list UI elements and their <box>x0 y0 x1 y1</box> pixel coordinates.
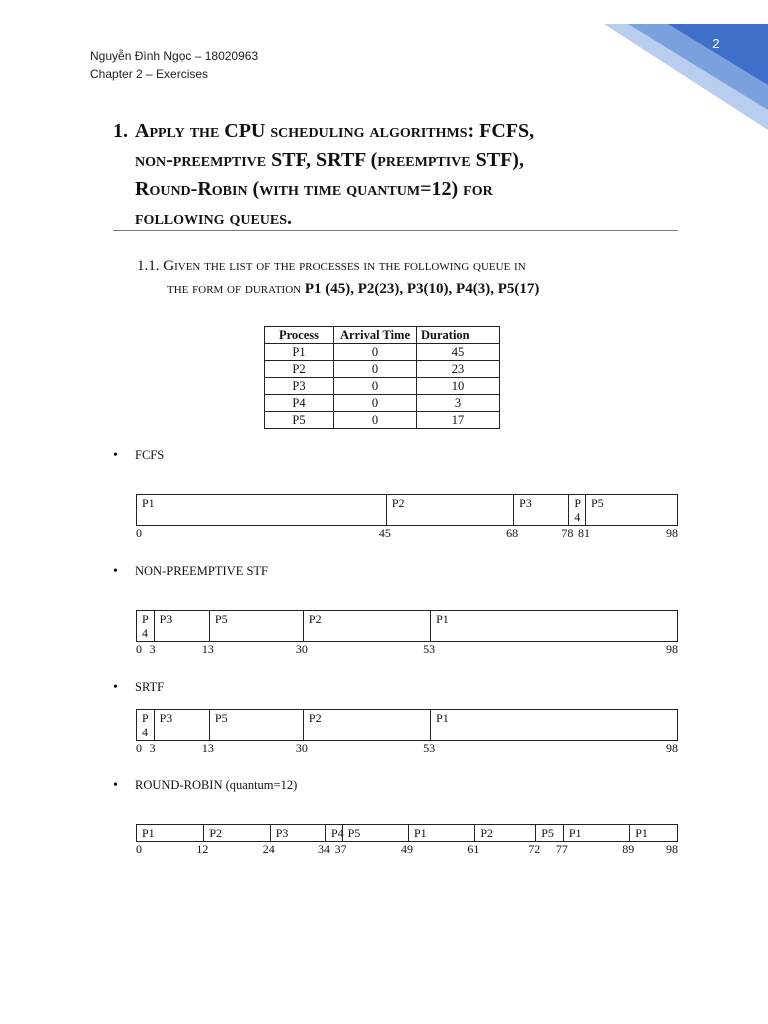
gantt-block: P5 <box>342 825 408 841</box>
table-cell: P5 <box>265 412 334 429</box>
gantt-tick-label: 89 <box>622 842 635 856</box>
gantt-time-axis <box>136 741 678 755</box>
gantt-block: P2 <box>303 611 430 641</box>
process-table <box>264 326 500 429</box>
gantt-tick-label: 0 <box>136 642 142 656</box>
gantt-block: P 4 <box>568 495 585 525</box>
gantt-block: P1 <box>563 825 629 841</box>
heading-line-2: non-preemptive STF, SRTF (preemptive STF), <box>135 149 524 171</box>
table-cell: 45 <box>417 344 500 361</box>
column-header: Arrival Time <box>334 327 417 344</box>
gantt-tick-label: 78 <box>561 526 574 540</box>
gantt-tick-label: 53 <box>423 741 436 755</box>
table-cell: 0 <box>334 344 417 361</box>
gantt-block: P5 <box>209 611 303 641</box>
gantt-block: P5 <box>535 825 563 841</box>
bullet-icon: • <box>113 680 118 695</box>
gantt-time-axis <box>136 842 678 856</box>
gantt-block: P2 <box>303 710 430 740</box>
gantt-block: P 4 <box>142 612 149 640</box>
gantt-block: P3 <box>513 495 568 525</box>
gantt-tick-label: 0 <box>136 842 142 856</box>
bullet-icon: • <box>113 564 118 579</box>
gantt-block: P3 <box>154 611 209 641</box>
gantt-tick-label: 12 <box>196 842 209 856</box>
bullet-icon: • <box>113 778 118 793</box>
table-cell: 10 <box>417 378 500 395</box>
gantt-tick-label: 13 <box>201 642 214 656</box>
gantt-tick-label: 81 <box>577 526 590 540</box>
subheading-line-1: Given the list of the processes in the following queue in <box>163 258 526 274</box>
gantt-block: P3 <box>154 710 209 740</box>
table-row <box>265 395 500 412</box>
table-cell: 0 <box>334 361 417 378</box>
table-cell: P1 <box>265 344 334 361</box>
table-cell: 23 <box>417 361 500 378</box>
gantt-time-axis <box>136 642 678 656</box>
gantt-bar <box>136 709 678 741</box>
table-cell: 3 <box>417 395 500 412</box>
schedule-label: • NON-PREEMPTIVE STF <box>113 564 268 579</box>
gantt-block: P1 <box>430 611 679 641</box>
gantt-chart <box>136 610 678 656</box>
table-cell: P2 <box>265 361 334 378</box>
gantt-tick-label: 98 <box>666 642 678 656</box>
column-header: Duration <box>417 327 500 344</box>
gantt-block: P3 <box>270 825 325 841</box>
gantt-tick-label: 98 <box>666 842 678 856</box>
gantt-block: P 4 <box>142 711 149 739</box>
heading-line-1: 1. Apply the CPU scheduling algorithms: FCFS, <box>113 117 673 146</box>
gantt-tick-label: 68 <box>506 526 519 540</box>
table-cell: P4 <box>265 395 334 412</box>
heading-line-4: following queues. <box>135 207 293 229</box>
gantt-tick-label: 45 <box>378 526 391 540</box>
chapter-line: Chapter 2 – Exercises <box>90 67 209 81</box>
section-heading <box>113 117 673 233</box>
document-header <box>90 47 258 83</box>
schedule-label: • FCFS <box>113 448 165 463</box>
gantt-tick-label: 13 <box>201 741 214 755</box>
gantt-time-axis <box>136 526 678 540</box>
gantt-tick-label: 77 <box>555 842 568 856</box>
gantt-block: P2 <box>386 495 513 525</box>
subheading-line-2: the form of duration P1 (45), P2(23), P3(10), P4(3), P5(17) <box>167 281 540 297</box>
table-row <box>265 361 500 378</box>
table-cell: 0 <box>334 395 417 412</box>
column-header: Process <box>265 327 334 344</box>
gantt-tick-label: 3 <box>149 741 156 755</box>
gantt-chart <box>136 824 678 856</box>
gantt-block: P2 <box>474 825 535 841</box>
table-cell: 17 <box>417 412 500 429</box>
table-cell: P3 <box>265 378 334 395</box>
table-row <box>265 378 500 395</box>
gantt-bar <box>136 824 678 842</box>
gantt-block: P1 <box>142 826 155 840</box>
gantt-block: P2 <box>203 825 269 841</box>
gantt-bar <box>136 494 678 526</box>
gantt-tick-label: 98 <box>666 526 678 540</box>
gantt-tick-label: 72 <box>528 842 541 856</box>
page-number: 2 <box>712 36 720 51</box>
corner-decoration <box>588 0 768 130</box>
table-cell: 0 <box>334 378 417 395</box>
gantt-bar <box>136 610 678 642</box>
gantt-tick-label: 34 <box>318 842 331 856</box>
gantt-block: P1 <box>430 710 679 740</box>
gantt-tick-label: 98 <box>666 741 678 755</box>
gantt-tick-label: 24 <box>262 842 275 856</box>
table-row <box>265 412 500 429</box>
gantt-tick-label: 0 <box>136 526 142 540</box>
gantt-block: P5 <box>585 495 679 525</box>
table-row <box>265 344 500 361</box>
gantt-tick-label: 53 <box>423 642 436 656</box>
heading-rule <box>113 230 678 231</box>
gantt-chart <box>136 494 678 540</box>
gantt-tick-label: 30 <box>295 642 308 656</box>
author-line: Nguyễn Đình Ngọc – 18020963 <box>90 49 259 63</box>
subsection-heading <box>137 255 677 301</box>
gantt-tick-label: 3 <box>149 642 156 656</box>
gantt-tick-label: 0 <box>136 741 142 755</box>
heading-line-3: Round-Robin (with time quantum=12) for <box>135 178 493 200</box>
gantt-tick-label: 61 <box>467 842 480 856</box>
table-header-row <box>265 327 500 344</box>
schedule-label: • ROUND-ROBIN (quantum=12) <box>113 778 298 793</box>
gantt-chart <box>136 709 678 755</box>
gantt-tick-label: 37 <box>334 842 347 856</box>
bullet-icon: • <box>113 448 118 463</box>
gantt-block: P1 <box>408 825 474 841</box>
gantt-block: P5 <box>209 710 303 740</box>
table-cell: 0 <box>334 412 417 429</box>
gantt-block: P1 <box>629 825 679 841</box>
gantt-tick-label: 30 <box>295 741 308 755</box>
gantt-tick-label: 49 <box>401 842 413 856</box>
gantt-block: P4 <box>325 825 342 841</box>
subheading-number: 1.1. <box>137 258 160 274</box>
gantt-block: P1 <box>142 496 155 510</box>
heading-number: 1. <box>113 120 128 142</box>
schedule-label: • SRTF <box>113 680 165 695</box>
